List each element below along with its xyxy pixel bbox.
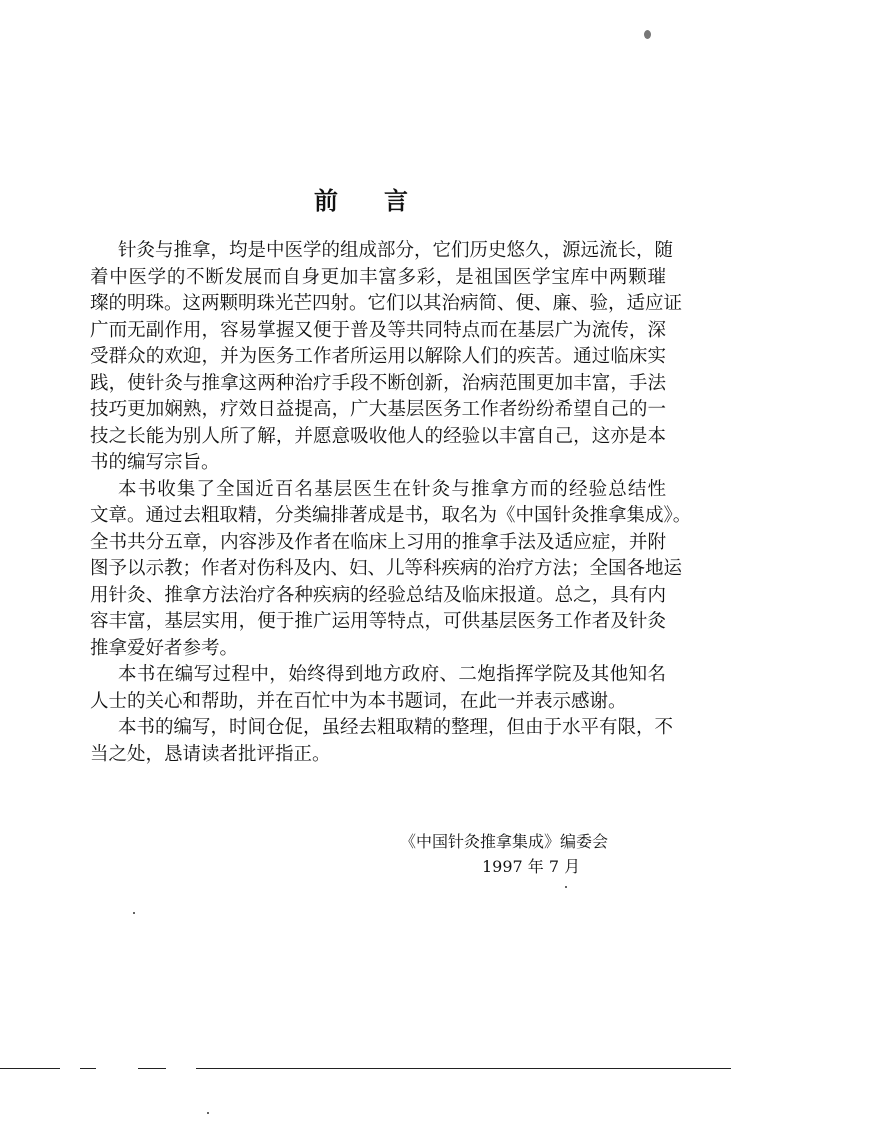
scan-edge-line [0, 1068, 60, 1069]
text-line: 本书收集了全国近百名基层医生在针灸与推拿方而的经验总结性 [118, 478, 666, 500]
scan-speck [207, 1112, 209, 1114]
paragraph-2 [90, 477, 692, 663]
text-line: 推拿爱好者参考。 [90, 637, 239, 659]
text-line: 用针灸、推拿方法治疗各种疾病的经验总结及临床报道。总之，具有内 [90, 584, 666, 606]
text-line: 书的编写宗旨。 [90, 452, 220, 473]
text-line: 人士的关心和帮助，并在百忙中为本书题词，在此一并表示感谢。 [90, 690, 627, 712]
date: 1997 年 7 月 [482, 857, 581, 876]
paragraph-4 [90, 715, 674, 768]
scan-edge-line [196, 1068, 731, 1069]
text-line: 璨的明珠。这两颗明珠光芒四射。它们以其治病简、便、廉、验，适应证 [90, 293, 683, 314]
page-title: 前 言 [314, 187, 419, 215]
text-line: 文章。通过去粗取精，分类编排著成是书，取名为《中国针灸推拿集成》。 [90, 505, 692, 526]
text-line: 践，使针灸与推拿这两种治疗手段不断创新，治病范围更加丰富，手法 [90, 372, 666, 394]
text-line: 本书在编写过程中，始终得到地方政府、二炮指挥学院及其他知名 [118, 664, 666, 685]
text-line: 容丰富，基层实用，便于推广运用等特点，可供基层医务工作者及针灸 [90, 611, 666, 632]
scan-speck [644, 30, 651, 39]
text-line: 技之长能为别人所了解，并愿意吸收他人的经验以丰富自己，这亦是本 [90, 425, 666, 447]
preface-body [90, 238, 692, 768]
signature: 《中国针灸推拿集成》编委会 [400, 832, 609, 851]
scan-speck [565, 886, 567, 888]
text-line: 受群众的欢迎，并为医务工作者所运用以解除人们的疾苦。通过临床实 [90, 346, 666, 367]
text-line: 技巧更加娴熟，疗效日益提高，广大基层医务工作者纷纷希望自己的一 [90, 399, 666, 420]
text-line: 针灸与推拿，均是中医学的组成部分，它们历史悠久，源远流长，随 [118, 240, 674, 261]
text-line: 当之处，恳请读者批评指正。 [90, 743, 331, 765]
text-line: 着中医学的不断发展而自身更加丰富多彩，是祖国医学宝库中两颗璀 [90, 266, 666, 288]
text-line: 本书的编写，时间仓促，虽经去粗取精的整理，但由于水平有限，不 [118, 717, 674, 738]
scan-speck [133, 912, 135, 914]
scan-edge-line [80, 1068, 96, 1069]
text-line: 图予以示教；作者对伤科及内、妇、儿等科疾病的治疗方法；全国各地运 [90, 558, 683, 579]
scan-edge-line [138, 1068, 166, 1069]
paragraph-3 [90, 662, 666, 715]
text-line: 全书共分五章，内容涉及作者在临床上习用的推拿手法及适应症，并附 [90, 531, 666, 553]
paragraph-1 [90, 238, 683, 477]
text-line: 广而无副作用，容易掌握又便于普及等共同特点而在基层广为流传，深 [90, 319, 666, 341]
